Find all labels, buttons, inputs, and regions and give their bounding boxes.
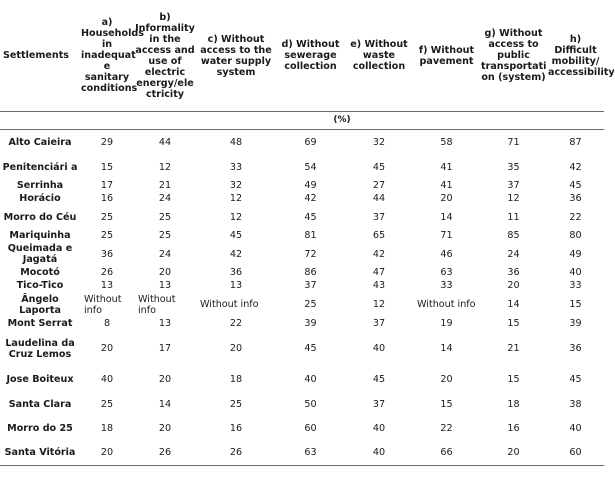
value-cell: 25 <box>229 398 243 410</box>
value-cell: 26 <box>100 267 114 278</box>
value-cell: 45 <box>372 374 386 385</box>
value-cell: 15 <box>507 374 520 385</box>
unit-label: (%) <box>80 112 604 130</box>
value-cell: 16 <box>100 193 114 204</box>
value-cell: 29 <box>100 137 114 148</box>
value-cell: 22 <box>569 211 582 223</box>
value-cell: 24 <box>507 248 520 260</box>
value-cell: 42 <box>229 248 243 260</box>
table-row <box>0 155 604 179</box>
value-cell: 25 <box>100 398 114 410</box>
value-cell: 40 <box>345 440 413 466</box>
value-cell: 66 <box>413 440 480 466</box>
table-row <box>0 179 604 192</box>
value-cell: 81 <box>304 230 317 241</box>
value-cell: 40 <box>569 422 582 434</box>
settlement-name: Morro do 25 <box>7 422 73 434</box>
value-cell: 20 <box>440 193 453 204</box>
value-cell: 40 <box>372 422 386 434</box>
value-cell: 8 <box>103 318 111 329</box>
value-cell: 25 <box>158 230 172 241</box>
table-header <box>0 0 615 112</box>
value-cell: 19 <box>440 318 453 329</box>
table-row <box>0 279 604 292</box>
value-cell: 12 <box>372 299 386 310</box>
table-row <box>0 317 604 330</box>
value-cell: 45 <box>304 211 317 223</box>
value-cell: 71 <box>440 230 453 241</box>
settlement-name: Santa Clara <box>8 398 72 410</box>
value-cell: 80 <box>569 230 582 241</box>
value-cell: 20 <box>480 440 547 466</box>
value-cell: 18 <box>100 422 114 434</box>
value-cell: 27 <box>372 180 386 191</box>
unit-spacer <box>0 112 80 130</box>
value-cell: 71 <box>507 137 520 148</box>
value-cell: 32 <box>372 137 386 148</box>
value-cell: 41 <box>440 161 453 173</box>
value-cell: 49 <box>569 248 582 260</box>
table-row <box>0 205 604 229</box>
value-cell: 63 <box>276 440 345 466</box>
settlement-name: Alto Caieira <box>8 137 72 148</box>
value-cell: 48 <box>229 137 243 148</box>
value-cell: 26 <box>134 440 196 466</box>
value-cell: Without info <box>138 293 176 316</box>
value-cell: 45 <box>304 343 317 354</box>
value-cell: 20 <box>158 422 172 434</box>
value-cell: 13 <box>158 280 172 291</box>
value-cell: Without info <box>200 299 259 310</box>
value-cell: 22 <box>229 318 243 329</box>
value-cell: 12 <box>229 193 243 204</box>
value-cell: 15 <box>440 398 453 410</box>
value-cell: 20 <box>440 374 453 385</box>
value-cell: 12 <box>229 211 243 223</box>
value-cell: 58 <box>440 137 453 148</box>
value-cell: 35 <box>507 161 520 173</box>
value-cell: 45 <box>569 374 582 385</box>
value-cell: 25 <box>158 211 172 223</box>
value-cell: 41 <box>440 180 453 191</box>
value-cell: 14 <box>440 343 453 354</box>
value-cell: 20 <box>100 343 114 354</box>
settlement-name: Jose Boiteux <box>6 374 74 385</box>
value-cell: Without info <box>417 299 476 310</box>
settlement-name: Horácio <box>19 193 61 204</box>
value-cell: 39 <box>304 318 317 329</box>
value-cell: 47 <box>372 267 386 278</box>
settlement-name: Mont Serrat <box>7 318 73 329</box>
settlement-name: Ângelo Laporta <box>19 293 61 316</box>
value-cell: 25 <box>100 230 114 241</box>
value-cell: 42 <box>569 161 582 173</box>
value-cell: 36 <box>229 267 243 278</box>
value-cell: 11 <box>507 211 520 223</box>
settlement-name: Laudelina da Cruz Lemos <box>5 337 75 360</box>
value-cell: 25 <box>100 211 114 223</box>
unit-row <box>0 112 604 130</box>
value-cell: 46 <box>440 248 453 260</box>
value-cell: 20 <box>158 267 172 278</box>
header-electric-informality: b) Informality in the access and use of electric energy/ele ctricity <box>134 0 196 112</box>
header-waste: e) Without waste collection <box>345 0 413 112</box>
value-cell: 14 <box>507 299 520 310</box>
value-cell: 20 <box>507 280 520 291</box>
value-cell: 21 <box>158 180 172 191</box>
value-cell: 22 <box>440 422 453 434</box>
value-cell: 16 <box>229 422 243 434</box>
settlement-name: Penitenciári a <box>2 161 78 173</box>
value-cell: 37 <box>372 398 386 410</box>
value-cell: 24 <box>158 248 172 260</box>
table-row <box>0 229 604 242</box>
table-body <box>0 112 604 466</box>
value-cell: 40 <box>100 374 114 385</box>
value-cell: 44 <box>158 137 172 148</box>
value-cell: 60 <box>547 440 604 466</box>
value-cell: 26 <box>196 440 276 466</box>
value-cell: 12 <box>507 193 520 204</box>
table-row <box>0 130 604 156</box>
header-pavement: f) Without pavement <box>413 0 480 112</box>
value-cell: 38 <box>569 398 582 410</box>
settlement-name: Serrinha <box>16 180 64 191</box>
settlement-name: Morro do Céu <box>3 211 77 223</box>
table-row <box>0 330 604 367</box>
value-cell: 43 <box>372 280 386 291</box>
table-row <box>0 392 604 416</box>
value-cell: 17 <box>100 180 114 191</box>
table-row <box>0 367 604 392</box>
value-cell: 49 <box>304 180 317 191</box>
table-row <box>0 192 604 205</box>
value-cell: 33 <box>569 280 582 291</box>
value-cell: 32 <box>229 180 243 191</box>
table-row <box>0 440 604 466</box>
value-cell: 50 <box>304 398 317 410</box>
table-row <box>0 292 604 317</box>
value-cell: 45 <box>372 161 386 173</box>
value-cell: 20 <box>229 343 243 354</box>
header-inadequate-sanitary: a) Households in inadequat e sanitary conditions <box>80 0 134 112</box>
header-settlements: Settlements <box>0 0 80 112</box>
value-cell: 37 <box>372 211 386 223</box>
value-cell: 42 <box>304 193 317 204</box>
value-cell: 45 <box>569 180 582 191</box>
value-cell: 24 <box>158 193 172 204</box>
value-cell: 15 <box>507 318 520 329</box>
value-cell: 65 <box>372 230 386 241</box>
value-cell: 13 <box>229 280 243 291</box>
value-cell: 14 <box>440 211 453 223</box>
value-cell: 20 <box>158 374 172 385</box>
value-cell: 36 <box>507 267 520 278</box>
value-cell: 36 <box>569 343 582 354</box>
value-cell: 16 <box>507 422 520 434</box>
value-cell: 17 <box>158 343 172 354</box>
value-cell: 69 <box>304 137 317 148</box>
settlement-name: Mocotó <box>20 267 60 278</box>
value-cell: 85 <box>507 230 520 241</box>
settlement-name: Queimada e Jagatá <box>7 243 73 265</box>
value-cell: 42 <box>372 248 386 260</box>
value-cell: 15 <box>569 299 582 310</box>
header-sewerage: d) Without sewerage collection <box>276 0 345 112</box>
value-cell: 87 <box>569 137 582 148</box>
value-cell: 13 <box>100 280 114 291</box>
value-cell: 37 <box>372 318 386 329</box>
header-public-transport: g) Without access to public transportati on (system) <box>480 0 547 112</box>
value-cell: 18 <box>507 398 520 410</box>
header-water-supply: c) Without access to the water supply system <box>196 0 276 112</box>
settlement-name: Tico-Tico <box>16 280 64 291</box>
value-cell: 60 <box>304 422 317 434</box>
value-cell: 21 <box>507 343 520 354</box>
value-cell: 33 <box>440 280 453 291</box>
value-cell: 40 <box>569 267 582 278</box>
header-mobility: h) Difficult mobility/ accessibility <box>547 0 604 112</box>
value-cell: 33 <box>229 161 243 173</box>
value-cell: 40 <box>304 374 317 385</box>
settlement-name: Santa Vitória <box>0 440 80 466</box>
value-cell: 63 <box>440 267 453 278</box>
value-cell: 40 <box>372 343 386 354</box>
table-row <box>0 266 604 279</box>
value-cell: 13 <box>158 318 172 329</box>
value-cell: 18 <box>229 374 243 385</box>
value-cell: Without info <box>84 293 122 316</box>
value-cell: 25 <box>304 299 317 310</box>
value-cell: 36 <box>569 193 582 204</box>
value-cell: 39 <box>569 318 582 329</box>
value-cell: 72 <box>304 248 317 260</box>
value-cell: 37 <box>304 280 317 291</box>
value-cell: 36 <box>100 248 114 260</box>
value-cell: 14 <box>158 398 172 410</box>
table-row <box>0 242 604 266</box>
value-cell: 86 <box>304 267 317 278</box>
value-cell: 15 <box>100 161 114 173</box>
value-cell: 12 <box>158 161 172 173</box>
value-cell: 20 <box>80 440 134 466</box>
value-cell: 45 <box>229 230 243 241</box>
table-row <box>0 416 604 440</box>
header-row <box>0 0 604 112</box>
value-cell: 37 <box>507 180 520 191</box>
value-cell: 44 <box>372 193 386 204</box>
value-cell: 54 <box>304 161 317 173</box>
settlement-name: Mariquinha <box>9 230 71 241</box>
